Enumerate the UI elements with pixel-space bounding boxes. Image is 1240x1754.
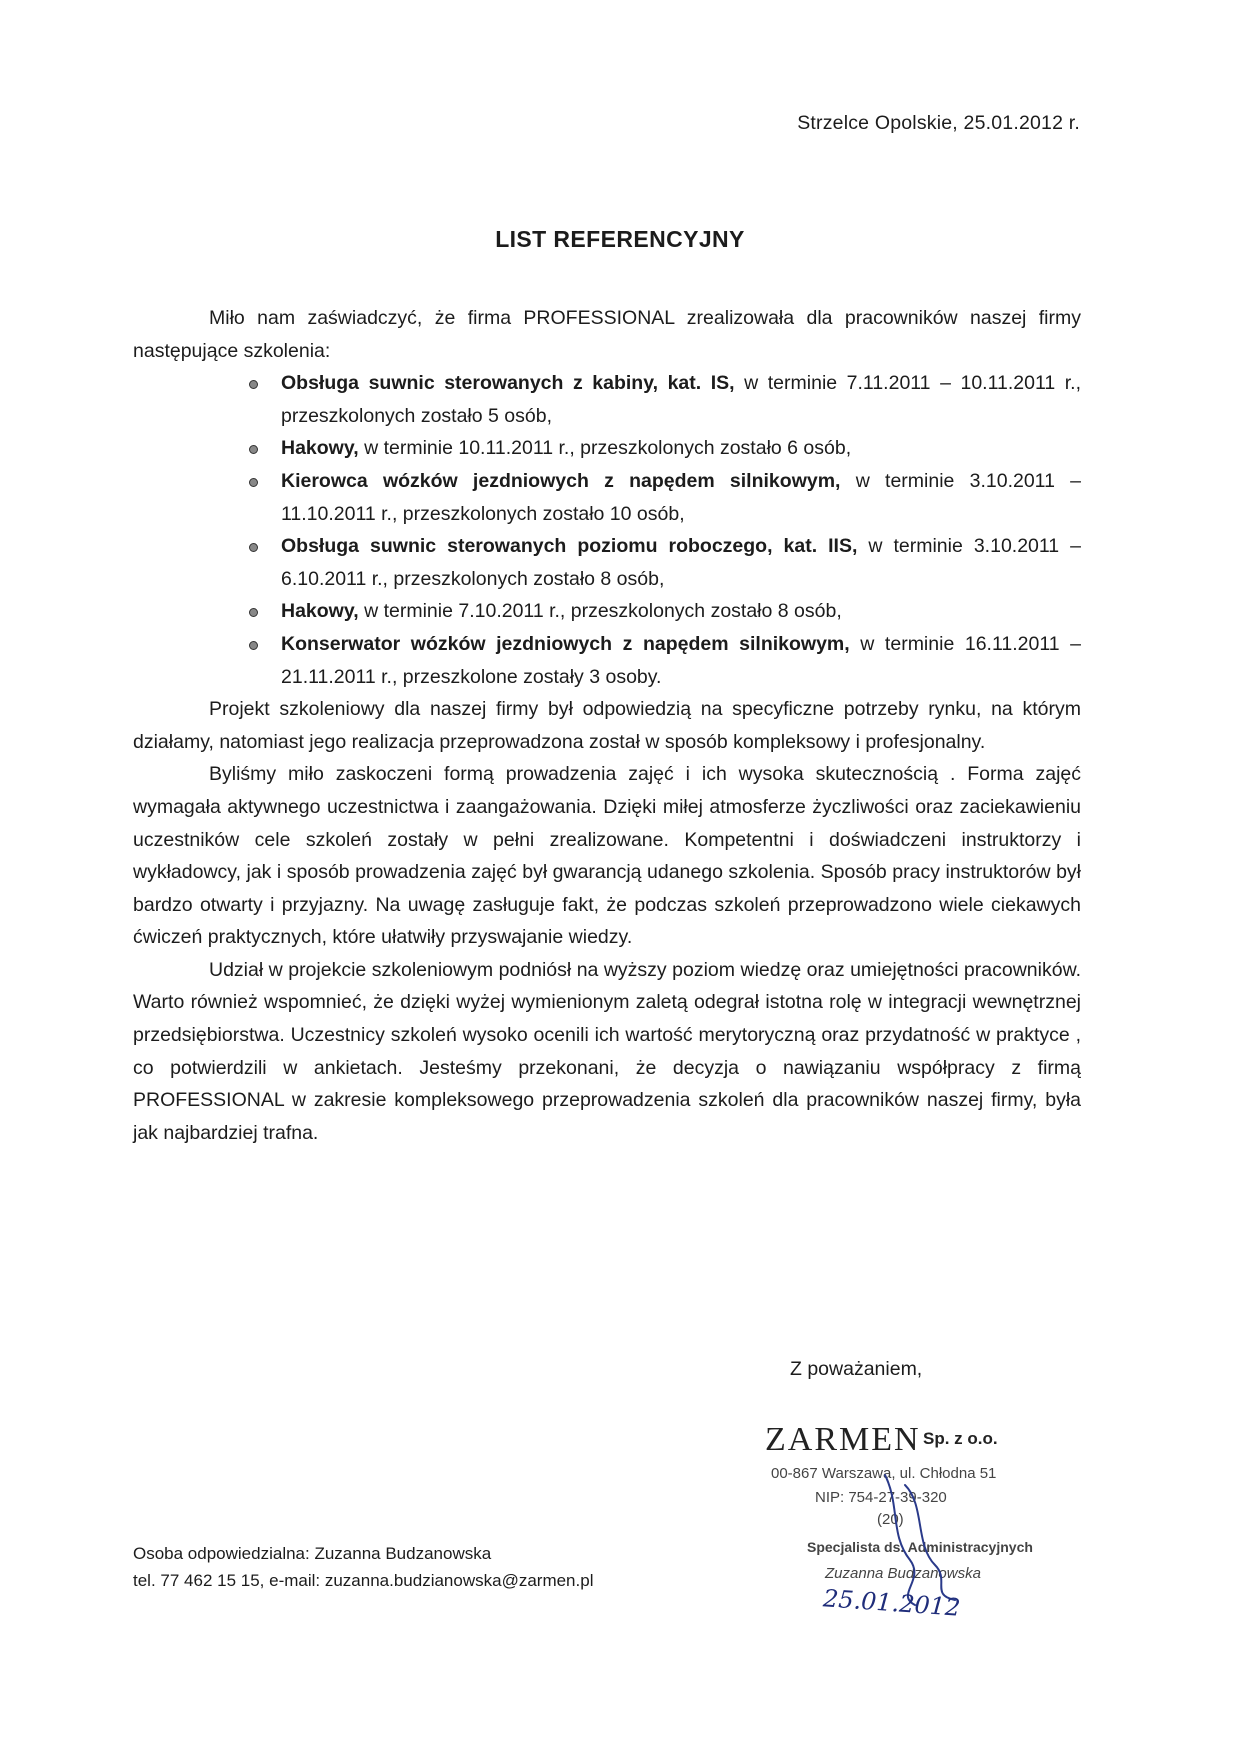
training-name: Kierowca wózków jezdniowych z napędem silnikowym, <box>281 469 841 492</box>
letter-body <box>133 302 1081 1149</box>
handwritten-date: 25.01.2012 <box>822 1584 962 1622</box>
place-date: Strzelce Opolskie, 25.01.2012 r. <box>797 112 1080 134</box>
training-item <box>281 595 1081 628</box>
training-details: w terminie 7.10.2011 r., przeszkolonych zostało 8 osób, <box>358 600 842 623</box>
trainings-list <box>133 367 1081 693</box>
training-item <box>281 465 1081 530</box>
training-name: Konserwator wózków jezdniowych z napędem silnikowym, <box>281 632 850 655</box>
training-name: Hakowy, <box>281 437 359 460</box>
contact-details: tel. 77 462 15 15, e-mail: zuzanna.budzianowska@zarmen.pl <box>133 1571 594 1590</box>
training-item <box>281 530 1081 595</box>
training-details: w terminie 16.11.2011 – 21.11.2011 r., przeszkolone zostały 3 osoby. <box>281 632 1082 688</box>
training-details: w terminie 7.11.2011 – 10.11.2011 r., przeszkolonych zostało 5 osób, <box>281 372 1081 427</box>
training-name: Hakowy, <box>281 600 359 623</box>
training-item <box>281 628 1081 693</box>
company-logo: ZARMEN <box>765 1421 921 1458</box>
closing-salutation: Z poważaniem, <box>790 1358 923 1380</box>
contact-person: Osoba odpowiedzialna: Zuzanna Budzanowska <box>133 1544 492 1563</box>
training-name: Obsługa suwnic sterowanych z kabiny, kat. IS, <box>281 372 735 395</box>
body-paragraph: Byliśmy miło zaskoczeni formą prowadzenia zajęć i ich wysoka skutecznością . Forma zajęć wymagała aktywnego uczestnictwa i zaangażowania. Dzięki miłej atmosferze życzliwości oraz zaciekawieniu uczestników cele szkoleń zostały w pełni zrealizowane. Kompetentni i doświadczeni instruktorzy i wykładowcy, jak i sposób prowadzenia zajęć był gwarancją udanego szkolenia. Sposób pracy instruktorów był bardzo otwarty i przyjazny. Na uwagę zasługuje fakt, że podczas szkoleń przeprowadzono wiele ciekawych ćwiczeń praktycznych, które ułatwiły przyswajanie wiedzy. <box>133 763 1081 949</box>
company-stamp <box>765 1415 1065 1622</box>
contact-block <box>133 1540 593 1594</box>
body-paragraph: Projekt szkoleniowy dla naszej firmy był odpowiedzią na specyficzne potrzeby rynku, na którym działamy, natomiast jego realizacja przeprowadzona został w sposób kompleksowy i profesjonalny. <box>133 698 1081 753</box>
stamp-krs: (20) <box>877 1511 904 1528</box>
stamp-name: Zuzanna Budzanowska <box>825 1565 981 1582</box>
training-details: w terminie 3.10.2011 – 6.10.2011 r., przeszkolonych zostało 8 osób, <box>281 535 1081 590</box>
body-paragraph: Udział w projekcie szkoleniowym podniósł na wyższy poziom wiedzę oraz umiejętności pracowników. Warto również wspomnieć, że dzięki wyżej wymienionym zaletą odegrał istotna rolę w integracji wewnętrznej przedsiębiorstwa. Uczestnicy szkoleń wysoko ocenili ich wartość merytoryczną oraz przydatność w praktyce , co potwierdzili w ankietach. Jesteśmy przekonani, że decyzja o nawiązaniu współpracy z firmą PROFESSIONAL w zakresie kompleksowego przeprowadzenia szkoleń dla pracowników naszej firmy, była jak najbardziej trafna. <box>133 958 1081 1144</box>
intro-paragraph: Miło nam zaświadczyć, że firma PROFESSIONAL zrealizowała dla pracowników naszej firmy następujące szkolenia: <box>133 307 1081 362</box>
training-name: Obsługa suwnic sterowanych poziomu roboczego, kat. IIS, <box>281 535 858 558</box>
training-item <box>281 367 1081 432</box>
stamp-address: 00-867 Warszawa, ul. Chłodna 51 <box>771 1465 997 1482</box>
company-suffix: Sp. z o.o. <box>923 1429 998 1448</box>
training-item <box>281 432 1081 465</box>
training-details: w terminie 10.11.2011 r., przeszkolonych zostało 6 osób, <box>358 437 852 460</box>
training-details: w terminie 3.10.2011 – 11.10.2011 r., przeszkolonych zostało 10 osób, <box>281 469 1081 525</box>
stamp-nip: NIP: 754-27-39-320 <box>815 1489 947 1506</box>
stamp-role: Specjalista ds. Administracyjnych <box>807 1539 1033 1555</box>
letter-title: LIST REFERENCYJNY <box>495 226 745 252</box>
